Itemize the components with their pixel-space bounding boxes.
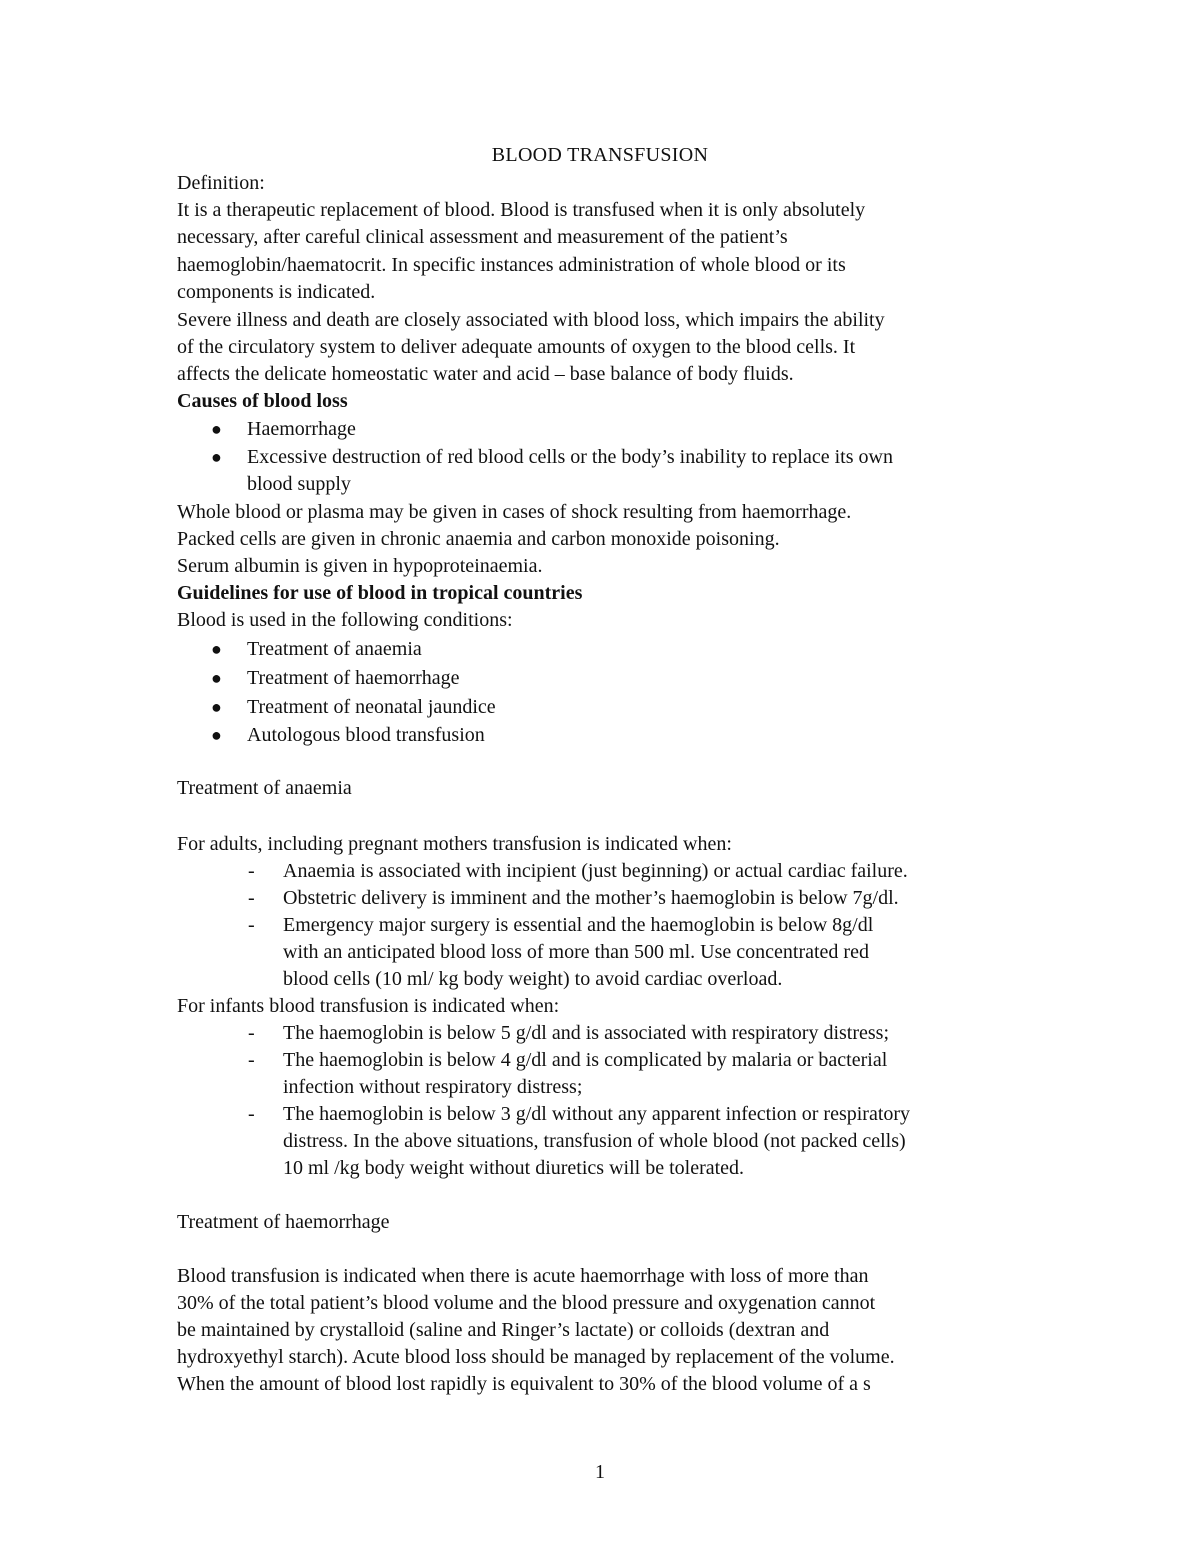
haemorrhage-line: When the amount of blood lost rapidly is equivalent to 30% of the blood volume of a s — [177, 1373, 871, 1395]
infants-item: The haemoglobin is below 4 g/dl and is complicated by malaria or bacterial — [283, 1049, 888, 1071]
definition-line: components is indicated. — [177, 281, 376, 303]
definition-line: Severe illness and death are closely associated with blood loss, which impairs the ability — [177, 309, 885, 331]
dash-icon: - — [248, 887, 255, 909]
dash-icon: - — [248, 860, 255, 882]
guidelines-heading: Guidelines for use of blood in tropical countries — [177, 582, 583, 604]
anaemia-heading: Treatment of anaemia — [177, 777, 352, 799]
infants-item-continued: infection without respiratory distress; — [283, 1076, 583, 1098]
adults-item: Obstetric delivery is imminent and the mother’s haemoglobin is below 7g/dl. — [283, 887, 899, 909]
dash-icon: - — [248, 1022, 255, 1044]
bullet-icon: ● — [211, 668, 222, 688]
bullet-icon: ● — [211, 697, 222, 717]
guidelines-item: Autologous blood transfusion — [247, 724, 485, 746]
haemorrhage-line: 30% of the total patient’s blood volume and the blood pressure and oxygenation cannot — [177, 1292, 876, 1314]
dash-icon: - — [248, 1049, 255, 1071]
causes-after-line: Serum albumin is given in hypoproteinaemia. — [177, 555, 543, 577]
infants-item-continued: distress. In the above situations, transfusion of whole blood (not packed cells) — [283, 1130, 906, 1152]
causes-after-line: Packed cells are given in chronic anaemia and carbon monoxide poisoning. — [177, 528, 780, 550]
infants-item: The haemoglobin is below 5 g/dl and is associated with respiratory distress; — [283, 1022, 889, 1044]
adults-item: Anaemia is associated with incipient (just beginning) or actual cardiac failure. — [283, 860, 908, 882]
haemorrhage-line: hydroxyethyl starch). Acute blood loss should be managed by replacement of the volume. — [177, 1346, 895, 1368]
haemorrhage-line: Blood transfusion is indicated when there is acute haemorrhage with loss of more than — [177, 1265, 869, 1287]
definition-line: haemoglobin/haematocrit. In specific instances administration of whole blood or its — [177, 254, 846, 276]
guidelines-intro: Blood is used in the following conditions: — [177, 609, 513, 631]
causes-after-line: Whole blood or plasma may be given in cases of shock resulting from haemorrhage. — [177, 501, 852, 523]
haemorrhage-line: be maintained by crystalloid (saline and Ringer’s lactate) or colloids (dextran and — [177, 1319, 830, 1341]
definition-line: necessary, after careful clinical assessment and measurement of the patient’s — [177, 226, 788, 248]
guidelines-item: Treatment of anaemia — [247, 638, 422, 660]
bullet-icon: ● — [211, 419, 222, 439]
causes-item-continued: blood supply — [247, 473, 351, 495]
definition-line: It is a therapeutic replacement of blood. Blood is transfused when it is only absolutely — [177, 199, 866, 221]
page-number: 1 — [595, 1461, 605, 1483]
definition-line: of the circulatory system to deliver adequate amounts of oxygen to the blood cells. It — [177, 336, 856, 358]
adults-item-continued: blood cells (10 ml/ kg body weight) to avoid cardiac overload. — [283, 968, 783, 990]
bullet-icon: ● — [211, 639, 222, 659]
causes-item: Haemorrhage — [247, 418, 356, 440]
causes-heading: Causes of blood loss — [177, 390, 348, 412]
haemorrhage-heading: Treatment of haemorrhage — [177, 1211, 390, 1233]
definition-line: affects the delicate homeostatic water and acid – base balance of body fluids. — [177, 363, 794, 385]
infants-intro: For infants blood transfusion is indicated when: — [177, 995, 560, 1017]
causes-item: Excessive destruction of red blood cells or the body’s inability to replace its own — [247, 446, 893, 468]
infants-item: The haemoglobin is below 3 g/dl without any apparent infection or respiratory — [283, 1103, 911, 1125]
adults-item: Emergency major surgery is essential and the haemoglobin is below 8g/dl — [283, 914, 874, 936]
infants-item-continued: 10 ml /kg body weight without diuretics will be tolerated. — [283, 1157, 745, 1179]
guidelines-item: Treatment of haemorrhage — [247, 667, 460, 689]
adults-item-continued: with an anticipated blood loss of more than 500 ml. Use concentrated red — [283, 941, 869, 963]
dash-icon: - — [248, 1103, 255, 1125]
guidelines-item: Treatment of neonatal jaundice — [247, 696, 496, 718]
dash-icon: - — [248, 914, 255, 936]
bullet-icon: ● — [211, 725, 222, 745]
adults-intro: For adults, including pregnant mothers transfusion is indicated when: — [177, 833, 732, 855]
document-title: BLOOD TRANSFUSION — [491, 144, 709, 166]
bullet-icon: ● — [211, 447, 222, 467]
definition-label: Definition: — [177, 172, 265, 194]
